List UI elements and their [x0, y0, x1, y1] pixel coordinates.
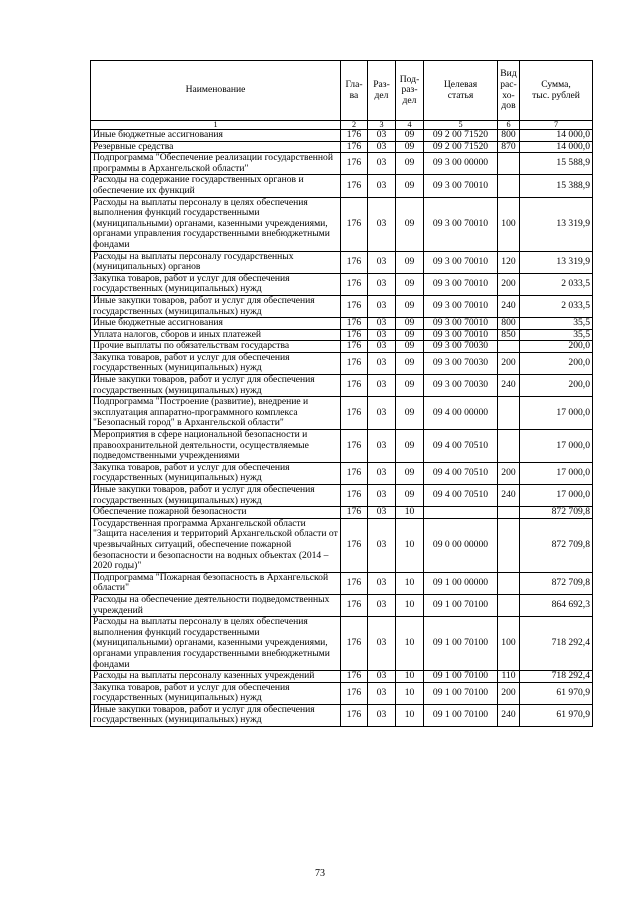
cell-glava: 176: [341, 485, 368, 507]
cell-podrazdel: 09: [396, 352, 424, 374]
cell-vid: 100: [498, 197, 520, 251]
cell-razdel: 03: [368, 295, 396, 317]
table-row: [91, 572, 593, 594]
cell-name: Иные бюджетные ассигнования: [91, 130, 341, 142]
cell-name: Расходы на обеспечение деятельности подведомственных учреждений: [91, 594, 341, 616]
col-header-razdel: Раз- дел: [368, 61, 396, 121]
cell-vid: 240: [498, 485, 520, 507]
cell-summa: 17 000,0: [520, 397, 593, 430]
cell-podrazdel: 09: [396, 430, 424, 463]
cell-statia: 09 4 00 70510: [424, 462, 498, 484]
cell-summa: 2 033,5: [520, 295, 593, 317]
table-row: [91, 671, 593, 683]
cell-summa: 17 000,0: [520, 430, 593, 463]
cell-statia: 09 3 00 00000: [424, 153, 498, 175]
cell-statia: 09 4 00 70510: [424, 485, 498, 507]
cell-statia: [424, 507, 498, 519]
cell-podrazdel: 10: [396, 594, 424, 616]
cell-glava: 176: [341, 518, 368, 572]
cell-vid: 200: [498, 273, 520, 295]
cell-summa: 718 292,4: [520, 617, 593, 671]
cell-name: Обеспечение пожарной безопасности: [91, 507, 341, 519]
cell-razdel: 03: [368, 594, 396, 616]
cell-podrazdel: 10: [396, 671, 424, 683]
cell-podrazdel: 09: [396, 295, 424, 317]
cell-glava: 176: [341, 153, 368, 175]
cell-summa: 200,0: [520, 341, 593, 353]
cell-glava: 176: [341, 671, 368, 683]
cell-summa: 718 292,4: [520, 671, 593, 683]
cell-razdel: 03: [368, 518, 396, 572]
cell-vid: [498, 153, 520, 175]
col-header-vid: Вид рас- хо- дов: [498, 61, 520, 121]
cell-statia: 09 1 00 00000: [424, 572, 498, 594]
cell-summa: 872 709,8: [520, 572, 593, 594]
col-header-summa: Сумма, тыс. рублей: [520, 61, 593, 121]
cell-summa: 35,5: [520, 329, 593, 341]
cell-vid: 240: [498, 375, 520, 397]
table-row: [91, 251, 593, 273]
cell-name: Прочие выплаты по обязательствам государства: [91, 341, 341, 353]
cell-glava: 176: [341, 704, 368, 726]
cell-statia: 09 3 00 70030: [424, 352, 498, 374]
col-number: 2: [341, 121, 368, 130]
cell-summa: 2 033,5: [520, 273, 593, 295]
cell-razdel: 03: [368, 430, 396, 463]
cell-podrazdel: 10: [396, 507, 424, 519]
cell-name: Государственная программа Архангельской области "Защита населения и территорий Архангельской области от чрезвычайных ситуаций, обеспечение пожарной безопасности и безопасности на водных объектах (2014 – 2020 годы)": [91, 518, 341, 572]
cell-name: Подпрограмма "Обеспечение реализации государственной программы в Архангельской области": [91, 153, 341, 175]
cell-podrazdel: 10: [396, 518, 424, 572]
cell-name: Иные бюджетные ассигнования: [91, 318, 341, 330]
cell-podrazdel: 09: [396, 318, 424, 330]
cell-razdel: 03: [368, 397, 396, 430]
cell-name: Расходы на выплаты персоналу казенных учреждений: [91, 671, 341, 683]
cell-summa: 872 709,8: [520, 507, 593, 519]
cell-glava: 176: [341, 617, 368, 671]
cell-name: Расходы на содержание государственных органов и обеспечение их функций: [91, 175, 341, 197]
cell-razdel: 03: [368, 507, 396, 519]
cell-podrazdel: 09: [396, 273, 424, 295]
table-row: [91, 682, 593, 704]
cell-vid: 240: [498, 295, 520, 317]
cell-summa: 200,0: [520, 352, 593, 374]
cell-razdel: 03: [368, 462, 396, 484]
cell-statia: 09 3 00 70010: [424, 329, 498, 341]
cell-razdel: 03: [368, 704, 396, 726]
cell-podrazdel: 09: [396, 375, 424, 397]
col-number: 1: [91, 121, 341, 130]
cell-vid: 200: [498, 462, 520, 484]
cell-statia: 09 2 00 71520: [424, 130, 498, 142]
cell-statia: 09 1 00 70100: [424, 617, 498, 671]
cell-summa: 13 319,9: [520, 251, 593, 273]
cell-vid: [498, 430, 520, 463]
cell-razdel: 03: [368, 375, 396, 397]
cell-summa: 14 000,0: [520, 130, 593, 142]
cell-summa: 15 388,9: [520, 175, 593, 197]
cell-name: Расходы на выплаты персоналу в целях обеспечения выполнения функций государственными (муниципальными) органами, казенными учреждениями, органами управления государственными внебюджетными фондами: [91, 197, 341, 251]
cell-name: Подпрограмма "Пожарная безопасность в Архангельской области": [91, 572, 341, 594]
cell-glava: 176: [341, 251, 368, 273]
cell-summa: 14 000,0: [520, 141, 593, 153]
cell-razdel: 03: [368, 141, 396, 153]
table-row: [91, 130, 593, 142]
col-number: 6: [498, 121, 520, 130]
cell-name: Расходы на выплаты персоналу государственных (муниципальных) органов: [91, 251, 341, 273]
cell-statia: 09 1 00 70100: [424, 682, 498, 704]
col-header-glava: Гла- ва: [341, 61, 368, 121]
cell-glava: 176: [341, 352, 368, 374]
cell-podrazdel: 09: [396, 397, 424, 430]
cell-razdel: 03: [368, 197, 396, 251]
cell-name: Расходы на выплаты персоналу в целях обеспечения выполнения функций государственными (муниципальными) органами, казенными учреждениями, органами управления государственными внебюджетными фондами: [91, 617, 341, 671]
cell-podrazdel: 10: [396, 572, 424, 594]
cell-razdel: 03: [368, 251, 396, 273]
cell-podrazdel: 09: [396, 251, 424, 273]
cell-podrazdel: 10: [396, 682, 424, 704]
cell-vid: 240: [498, 704, 520, 726]
cell-glava: 176: [341, 572, 368, 594]
cell-summa: 864 692,3: [520, 594, 593, 616]
cell-glava: 176: [341, 375, 368, 397]
table-row: [91, 318, 593, 330]
cell-vid: 110: [498, 671, 520, 683]
cell-summa: 13 319,9: [520, 197, 593, 251]
cell-podrazdel: 10: [396, 704, 424, 726]
cell-statia: 09 3 00 70010: [424, 197, 498, 251]
table-header-row: [91, 61, 593, 121]
cell-statia: 09 4 00 00000: [424, 397, 498, 430]
table-row: [91, 462, 593, 484]
table-row: [91, 518, 593, 572]
table-row: [91, 273, 593, 295]
cell-name: Закупка товаров, работ и услуг для обеспечения государственных (муниципальных) нужд: [91, 682, 341, 704]
col-number: 5: [424, 121, 498, 130]
cell-vid: [498, 594, 520, 616]
cell-statia: 09 1 00 70100: [424, 594, 498, 616]
cell-name: Иные закупки товаров, работ и услуг для обеспечения государственных (муниципальных) нужд: [91, 295, 341, 317]
cell-glava: 176: [341, 295, 368, 317]
cell-razdel: 03: [368, 318, 396, 330]
cell-glava: 176: [341, 462, 368, 484]
cell-razdel: 03: [368, 153, 396, 175]
cell-vid: [498, 341, 520, 353]
table-row: [91, 430, 593, 463]
cell-statia: 09 3 00 70010: [424, 175, 498, 197]
cell-podrazdel: 09: [396, 329, 424, 341]
cell-glava: 176: [341, 682, 368, 704]
table-body: [91, 130, 593, 727]
table-row: [91, 141, 593, 153]
table-row: [91, 175, 593, 197]
cell-summa: 35,5: [520, 318, 593, 330]
cell-vid: 200: [498, 682, 520, 704]
cell-statia: 09 1 00 70100: [424, 704, 498, 726]
table-row: [91, 197, 593, 251]
cell-glava: 176: [341, 130, 368, 142]
cell-name: Резервные средства: [91, 141, 341, 153]
cell-name: Мероприятия в сфере национальной безопасности и правоохранительной деятельности, осуществляемые подведомственными учреждениями: [91, 430, 341, 463]
cell-vid: 870: [498, 141, 520, 153]
cell-razdel: 03: [368, 273, 396, 295]
cell-razdel: 03: [368, 572, 396, 594]
table-row: [91, 397, 593, 430]
cell-statia: 09 2 00 71520: [424, 141, 498, 153]
cell-name: Закупка товаров, работ и услуг для обеспечения государственных (муниципальных) нужд: [91, 352, 341, 374]
cell-summa: 200,0: [520, 375, 593, 397]
cell-statia: 09 3 00 70030: [424, 375, 498, 397]
table-row: [91, 485, 593, 507]
table-row: [91, 153, 593, 175]
cell-statia: 09 3 00 70010: [424, 318, 498, 330]
cell-razdel: 03: [368, 682, 396, 704]
cell-summa: 61 970,9: [520, 682, 593, 704]
cell-summa: 17 000,0: [520, 462, 593, 484]
cell-statia: 09 3 00 70030: [424, 341, 498, 353]
col-header-statia: Целевая статья: [424, 61, 498, 121]
cell-razdel: 03: [368, 671, 396, 683]
cell-statia: 09 3 00 70010: [424, 273, 498, 295]
cell-name: Иные закупки товаров, работ и услуг для обеспечения государственных (муниципальных) нужд: [91, 375, 341, 397]
cell-statia: 09 3 00 70010: [424, 295, 498, 317]
cell-glava: 176: [341, 507, 368, 519]
table-row: [91, 341, 593, 353]
cell-vid: 850: [498, 329, 520, 341]
cell-vid: 120: [498, 251, 520, 273]
cell-glava: 176: [341, 594, 368, 616]
cell-vid: 100: [498, 617, 520, 671]
cell-podrazdel: 09: [396, 462, 424, 484]
budget-table: [90, 60, 593, 727]
cell-statia: 09 0 00 00000: [424, 518, 498, 572]
cell-glava: 176: [341, 175, 368, 197]
table-row: [91, 352, 593, 374]
table-row: [91, 617, 593, 671]
table-row: [91, 295, 593, 317]
table-row: [91, 375, 593, 397]
cell-glava: 176: [341, 329, 368, 341]
cell-razdel: 03: [368, 329, 396, 341]
cell-razdel: 03: [368, 352, 396, 374]
cell-statia: 09 3 00 70010: [424, 251, 498, 273]
cell-podrazdel: 09: [396, 485, 424, 507]
cell-podrazdel: 09: [396, 153, 424, 175]
cell-glava: 176: [341, 341, 368, 353]
cell-podrazdel: 09: [396, 175, 424, 197]
table-row: [91, 594, 593, 616]
cell-summa: 61 970,9: [520, 704, 593, 726]
page-number: 73: [315, 868, 325, 879]
cell-name: Подпрограмма "Построение (развитие), внедрение и эксплуатация аппаратно-программного комплекса "Безопасный город" в Архангельской области": [91, 397, 341, 430]
cell-vid: 200: [498, 352, 520, 374]
cell-podrazdel: 09: [396, 130, 424, 142]
cell-podrazdel: 09: [396, 341, 424, 353]
cell-podrazdel: 10: [396, 617, 424, 671]
table-row: [91, 704, 593, 726]
cell-vid: [498, 397, 520, 430]
table-row: [91, 329, 593, 341]
cell-summa: 15 588,9: [520, 153, 593, 175]
cell-summa: 17 000,0: [520, 485, 593, 507]
cell-name: Закупка товаров, работ и услуг для обеспечения государственных (муниципальных) нужд: [91, 273, 341, 295]
cell-glava: 176: [341, 273, 368, 295]
cell-summa: 872 709,8: [520, 518, 593, 572]
cell-vid: [498, 518, 520, 572]
cell-razdel: 03: [368, 130, 396, 142]
col-number: 3: [368, 121, 396, 130]
cell-vid: [498, 507, 520, 519]
cell-name: Иные закупки товаров, работ и услуг для обеспечения государственных (муниципальных) нужд: [91, 485, 341, 507]
cell-glava: 176: [341, 397, 368, 430]
cell-podrazdel: 09: [396, 141, 424, 153]
cell-name: Иные закупки товаров, работ и услуг для обеспечения государственных (муниципальных) нужд: [91, 704, 341, 726]
cell-name: Уплата налогов, сборов и иных платежей: [91, 329, 341, 341]
cell-podrazdel: 09: [396, 197, 424, 251]
cell-name: Закупка товаров, работ и услуг для обеспечения государственных (муниципальных) нужд: [91, 462, 341, 484]
cell-razdel: 03: [368, 617, 396, 671]
cell-vid: 800: [498, 318, 520, 330]
cell-vid: [498, 175, 520, 197]
cell-glava: 176: [341, 197, 368, 251]
cell-glava: 176: [341, 430, 368, 463]
cell-razdel: 03: [368, 485, 396, 507]
col-header-name: Наименование: [91, 61, 341, 121]
table-row: [91, 507, 593, 519]
cell-glava: 176: [341, 318, 368, 330]
cell-statia: 09 1 00 70100: [424, 671, 498, 683]
col-number: 7: [520, 121, 593, 130]
cell-razdel: 03: [368, 175, 396, 197]
cell-razdel: 03: [368, 341, 396, 353]
col-number: 4: [396, 121, 424, 130]
cell-statia: 09 4 00 70510: [424, 430, 498, 463]
cell-glava: 176: [341, 141, 368, 153]
col-header-podrazdel: Под- раз- дел: [396, 61, 424, 121]
cell-vid: 800: [498, 130, 520, 142]
cell-vid: [498, 572, 520, 594]
